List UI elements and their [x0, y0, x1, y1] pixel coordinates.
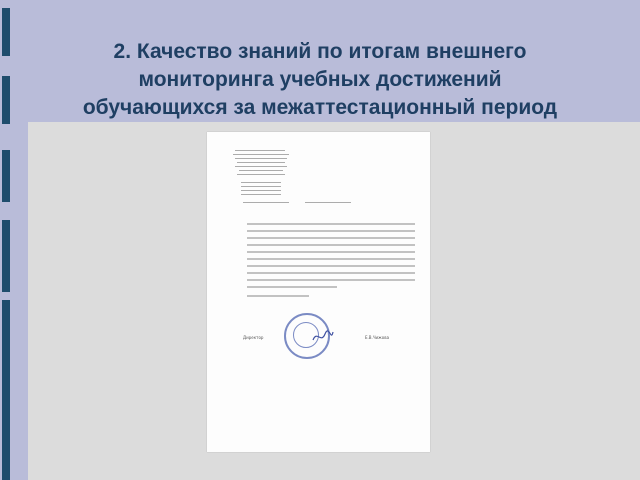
- doc-title-line: [305, 202, 351, 203]
- header-line: [241, 190, 281, 191]
- body-line: [247, 286, 337, 288]
- director-label: Директор: [243, 335, 264, 340]
- body-line: [247, 223, 415, 225]
- deco-bar: [2, 220, 10, 292]
- header-line: [235, 158, 287, 159]
- deco-bar: [2, 300, 10, 480]
- body-line: [247, 265, 415, 267]
- body-line: [247, 272, 415, 274]
- deco-bar: [2, 150, 10, 202]
- left-decoration: [0, 0, 16, 480]
- body-line: [247, 258, 415, 260]
- header-line: [237, 174, 285, 175]
- header-line: [241, 182, 281, 183]
- header-line: [241, 186, 281, 187]
- body-line: [247, 251, 415, 253]
- body-line: [247, 244, 415, 246]
- deco-bar: [2, 76, 10, 124]
- body-line: [247, 237, 415, 239]
- header-line: [239, 170, 283, 171]
- title-line-1: 2. Качество знаний по итогам внешнего: [113, 40, 527, 63]
- signature-icon: [311, 328, 335, 346]
- header-line: [235, 166, 287, 167]
- header-line: [233, 154, 289, 155]
- deco-bar: [2, 8, 10, 56]
- date-line: [243, 202, 289, 203]
- body-line: [247, 295, 309, 297]
- body-line: [247, 230, 415, 232]
- header-line: [241, 194, 281, 195]
- title-line-2: мониторинга учебных достижений: [138, 68, 502, 91]
- header-line: [235, 150, 285, 151]
- director-name: Е.В.Чижова: [365, 335, 390, 340]
- body-line: [247, 279, 415, 281]
- title-line-3: обучающихся за межаттестационный период: [82, 96, 558, 119]
- scanned-document: [207, 132, 430, 452]
- header-line: [237, 162, 285, 163]
- slide-title: [30, 38, 610, 122]
